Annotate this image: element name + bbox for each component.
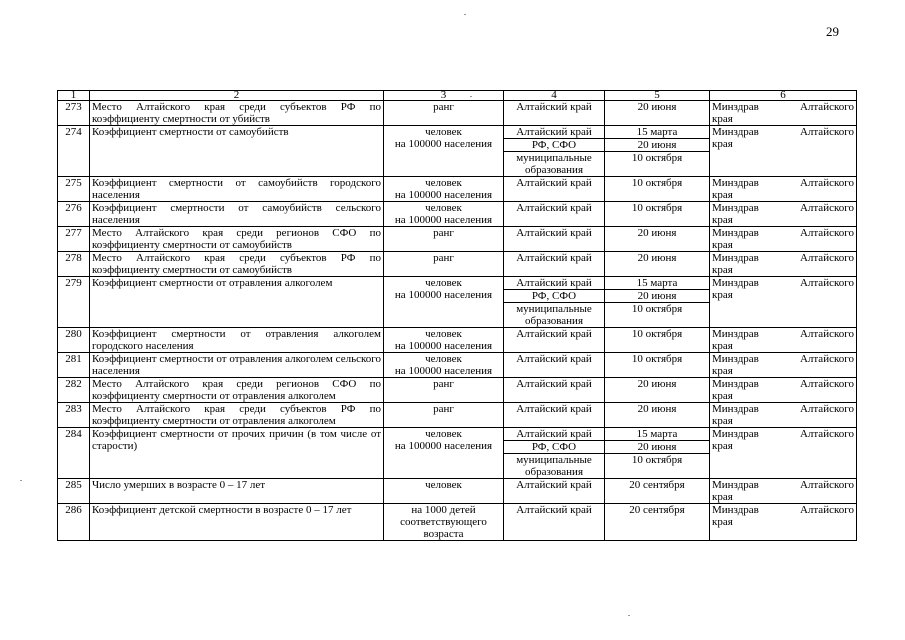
unit-line: ранг: [433, 403, 454, 415]
deadline-line: 10 октября: [631, 303, 683, 315]
deadline-line: 15 марта: [605, 126, 709, 139]
column-header: 6: [710, 91, 857, 101]
table-row: [58, 479, 857, 504]
org-word: Алтайского: [799, 126, 854, 138]
org-word: края: [712, 189, 733, 201]
deadline-cell: [605, 428, 710, 479]
unit-cell: [384, 428, 504, 479]
unit-line: на 100000 населения: [394, 189, 493, 201]
scan-speck: [20, 480, 22, 481]
scope-line: Алтайский край: [516, 504, 592, 516]
scope-cell: [504, 403, 605, 428]
indicator-name-cell: Коэффициент смертности от отравления алкоголем: [90, 277, 384, 328]
deadline-line: 10 октября: [631, 177, 683, 189]
unit-line: возраста: [423, 528, 464, 540]
indicators-table: [57, 90, 857, 541]
deadline-line: 20 июня: [637, 252, 677, 264]
org-word: Минздрав: [712, 126, 759, 138]
deadline-line: 20 июня: [605, 290, 709, 303]
table-row: [58, 428, 857, 479]
deadline-line: 10 октября: [631, 353, 683, 365]
responsible-org-cell: [710, 428, 857, 479]
indicator-name-cell: Число умерших в возрасте 0 – 17 лет: [90, 479, 384, 504]
table-row: [58, 403, 857, 428]
unit-line: на 100000 населения: [394, 340, 493, 352]
scope-cell: [504, 202, 605, 227]
deadline-line: 10 октября: [631, 328, 683, 340]
column-header: 3: [384, 91, 504, 101]
scope-cell: [504, 227, 605, 252]
table-row: [58, 353, 857, 378]
org-word: Алтайского: [799, 403, 854, 415]
responsible-org-cell: [710, 504, 857, 541]
scope-line: РФ, СФО: [504, 290, 604, 303]
responsible-org-cell: [710, 277, 857, 328]
indicator-name-cell: Коэффициент смертности от отравления алкоголем городского населения: [90, 328, 384, 353]
scope-line: Алтайский край: [516, 227, 592, 239]
row-number-cell: 282: [58, 378, 90, 403]
table-row: [58, 202, 857, 227]
org-word: Минздрав: [712, 277, 759, 289]
deadline-cell: [605, 202, 710, 227]
responsible-org-cell: [710, 101, 857, 126]
deadline-line: 20 июня: [637, 227, 677, 239]
deadline-line: 10 октября: [631, 152, 683, 164]
row-number-cell: 280: [58, 328, 90, 353]
unit-line: на 100000 населения: [394, 289, 493, 301]
org-word: края: [712, 365, 733, 377]
responsible-org-cell: [710, 353, 857, 378]
scope-line: Алтайский край: [516, 403, 592, 415]
org-word: Алтайского: [799, 378, 854, 390]
unit-line: ранг: [433, 378, 454, 390]
unit-line: соответствующего: [400, 516, 487, 528]
unit-cell: [384, 227, 504, 252]
unit-line: человек: [425, 126, 462, 138]
scope-line: Алтайский край: [516, 177, 592, 189]
unit-cell: [384, 504, 504, 541]
deadline-line: 20 сентября: [629, 504, 685, 516]
table-row: [58, 101, 857, 126]
unit-line: на 100000 населения: [394, 214, 493, 226]
org-word: Алтайского: [799, 428, 854, 440]
indicator-name-cell: Место Алтайского края среди субъектов РФ по коэффициенту смертности от самоубийств: [90, 252, 384, 277]
deadline-cell: [605, 227, 710, 252]
page-number: 29: [826, 24, 839, 39]
scope-cell: [504, 252, 605, 277]
unit-cell: [384, 202, 504, 227]
unit-line: человек: [425, 177, 462, 189]
indicator-name-cell: Место Алтайского края среди субъектов РФ по коэффициенту смертности от убийств: [90, 101, 384, 126]
org-word: края: [712, 491, 733, 503]
deadline-cell: [605, 177, 710, 202]
org-word: края: [712, 440, 733, 452]
scope-cell: [504, 428, 605, 479]
deadline-cell: [605, 101, 710, 126]
unit-line: на 100000 населения: [394, 138, 493, 150]
scope-line: Алтайский край: [516, 479, 592, 491]
org-word: Алтайского: [799, 202, 854, 214]
unit-line: на 100000 населения: [394, 440, 493, 452]
org-word: Минздрав: [712, 479, 759, 491]
deadline-line: 15 марта: [605, 428, 709, 441]
scope-line: Алтайский край: [516, 328, 592, 340]
responsible-org-cell: [710, 227, 857, 252]
unit-cell: [384, 277, 504, 328]
scope-cell: [504, 277, 605, 328]
scope-line: Алтайский край: [516, 378, 592, 390]
org-word: края: [712, 340, 733, 352]
table-row: [58, 177, 857, 202]
responsible-org-cell: [710, 403, 857, 428]
deadline-cell: [605, 353, 710, 378]
scope-cell: [504, 353, 605, 378]
column-header: 2: [90, 91, 384, 101]
deadline-line: 20 июня: [637, 378, 677, 390]
scope-line: муниципальные образования: [516, 303, 592, 327]
unit-cell: [384, 252, 504, 277]
org-word: Алтайского: [799, 227, 854, 239]
org-word: Минздрав: [712, 428, 759, 440]
deadline-line: 15 марта: [605, 277, 709, 290]
table-body: [58, 101, 857, 541]
deadline-line: 20 июня: [637, 101, 677, 113]
indicator-name-cell: Коэффициент смертности от отравления алкоголем сельского населения: [90, 353, 384, 378]
scope-cell: [504, 328, 605, 353]
org-word: Минздрав: [712, 403, 759, 415]
row-number-cell: 277: [58, 227, 90, 252]
indicator-name-cell: Коэффициент детской смертности в возрасте 0 – 17 лет: [90, 504, 384, 541]
org-word: Минздрав: [712, 252, 759, 264]
row-number-cell: 284: [58, 428, 90, 479]
table-row: [58, 277, 857, 328]
scope-line: муниципальные образования: [516, 454, 592, 478]
deadline-cell: [605, 378, 710, 403]
row-number-cell: 276: [58, 202, 90, 227]
row-number-cell: 275: [58, 177, 90, 202]
scope-cell: [504, 479, 605, 504]
scope-line: Алтайский край: [516, 202, 592, 214]
row-number-cell: 281: [58, 353, 90, 378]
org-word: края: [712, 239, 733, 251]
responsible-org-cell: [710, 479, 857, 504]
unit-line: человек: [425, 202, 462, 214]
table-row: [58, 504, 857, 541]
row-number-cell: 273: [58, 101, 90, 126]
org-word: Алтайского: [799, 252, 854, 264]
deadline-cell: [605, 277, 710, 328]
unit-line: человек: [425, 353, 462, 365]
org-word: Алтайского: [799, 277, 854, 289]
scope-line: Алтайский край: [516, 353, 592, 365]
indicator-name-cell: Место Алтайского края среди субъектов РФ по коэффициенту смертности от отравления алкоголем: [90, 403, 384, 428]
unit-line: человек: [425, 479, 462, 491]
row-number-cell: 274: [58, 126, 90, 177]
scope-line: РФ, СФО: [504, 139, 604, 152]
org-word: края: [712, 415, 733, 427]
org-word: Алтайского: [799, 353, 854, 365]
deadline-cell: [605, 403, 710, 428]
responsible-org-cell: [710, 252, 857, 277]
unit-cell: [384, 177, 504, 202]
indicator-name-cell: Место Алтайского края среди регионов СФО по коэффициенту смертности от отравления алкоголем: [90, 378, 384, 403]
org-word: Минздрав: [712, 177, 759, 189]
org-word: края: [712, 113, 733, 125]
org-word: края: [712, 138, 733, 150]
unit-line: ранг: [433, 252, 454, 264]
deadline-line: 10 октября: [631, 202, 683, 214]
table-header-row: [58, 91, 857, 101]
responsible-org-cell: [710, 378, 857, 403]
scope-line: Алтайский край: [516, 252, 592, 264]
unit-line: ранг: [433, 227, 454, 239]
org-word: края: [712, 516, 733, 528]
indicator-name-cell: Коэффициент смертности от прочих причин (в том числе от старости): [90, 428, 384, 479]
table-row: [58, 252, 857, 277]
indicator-name-cell: Коэффициент смертности от самоубийств городского населения: [90, 177, 384, 202]
indicator-name-cell: Место Алтайского края среди регионов СФО по коэффициенту смертности от самоубийств: [90, 227, 384, 252]
unit-cell: [384, 479, 504, 504]
unit-cell: [384, 378, 504, 403]
scope-cell: [504, 101, 605, 126]
scope-line: муниципальные образования: [516, 152, 592, 176]
deadline-line: 20 сентября: [629, 479, 685, 491]
unit-cell: [384, 403, 504, 428]
org-word: Минздрав: [712, 227, 759, 239]
responsible-org-cell: [710, 126, 857, 177]
scope-cell: [504, 126, 605, 177]
org-word: края: [712, 214, 733, 226]
unit-line: человек: [425, 277, 462, 289]
org-word: Алтайского: [799, 101, 854, 113]
deadline-cell: [605, 479, 710, 504]
org-word: Минздрав: [712, 328, 759, 340]
row-number-cell: 286: [58, 504, 90, 541]
column-header: 4: [504, 91, 605, 101]
org-word: Минздрав: [712, 504, 759, 516]
org-word: края: [712, 390, 733, 402]
deadline-line: 20 июня: [605, 441, 709, 454]
scope-line: Алтайский край: [504, 428, 604, 441]
deadline-line: 10 октября: [631, 454, 683, 466]
indicator-name-cell: Коэффициент смертности от самоубийств: [90, 126, 384, 177]
deadline-cell: [605, 126, 710, 177]
scope-line: Алтайский край: [504, 126, 604, 139]
table-row: [58, 328, 857, 353]
scope-cell: [504, 378, 605, 403]
org-word: Минздрав: [712, 353, 759, 365]
unit-line: человек: [425, 428, 462, 440]
unit-cell: [384, 101, 504, 126]
scope-cell: [504, 177, 605, 202]
unit-line: на 100000 населения: [394, 365, 493, 377]
unit-cell: [384, 126, 504, 177]
org-word: Алтайского: [799, 479, 854, 491]
org-word: Минздрав: [712, 101, 759, 113]
deadline-cell: [605, 252, 710, 277]
unit-cell: [384, 328, 504, 353]
deadline-cell: [605, 328, 710, 353]
row-number-cell: 278: [58, 252, 90, 277]
org-word: Алтайского: [799, 328, 854, 340]
scope-line: РФ, СФО: [504, 441, 604, 454]
scan-speck: [464, 14, 466, 15]
row-number-cell: 283: [58, 403, 90, 428]
deadline-line: 20 июня: [637, 403, 677, 415]
table-row: [58, 126, 857, 177]
deadline-line: 20 июня: [605, 139, 709, 152]
deadline-cell: [605, 504, 710, 541]
scope-line: Алтайский край: [504, 277, 604, 290]
table-row: [58, 227, 857, 252]
org-word: Минздрав: [712, 378, 759, 390]
unit-cell: [384, 353, 504, 378]
org-word: края: [712, 264, 733, 276]
row-number-cell: 285: [58, 479, 90, 504]
responsible-org-cell: [710, 328, 857, 353]
responsible-org-cell: [710, 177, 857, 202]
unit-line: на 1000 детей: [411, 504, 476, 516]
row-number-cell: 279: [58, 277, 90, 328]
responsible-org-cell: [710, 202, 857, 227]
org-word: Алтайского: [799, 504, 854, 516]
column-header: 1: [58, 91, 90, 101]
indicator-name-cell: Коэффициент смертности от самоубийств сельского населения: [90, 202, 384, 227]
scope-line: Алтайский край: [516, 101, 592, 113]
unit-line: ранг: [433, 101, 454, 113]
table-row: [58, 378, 857, 403]
scan-speck: [470, 96, 472, 97]
column-header: 5: [605, 91, 710, 101]
org-word: края: [712, 289, 733, 301]
unit-line: человек: [425, 328, 462, 340]
org-word: Минздрав: [712, 202, 759, 214]
org-word: Алтайского: [799, 177, 854, 189]
scan-speck: [628, 615, 630, 616]
scope-cell: [504, 504, 605, 541]
